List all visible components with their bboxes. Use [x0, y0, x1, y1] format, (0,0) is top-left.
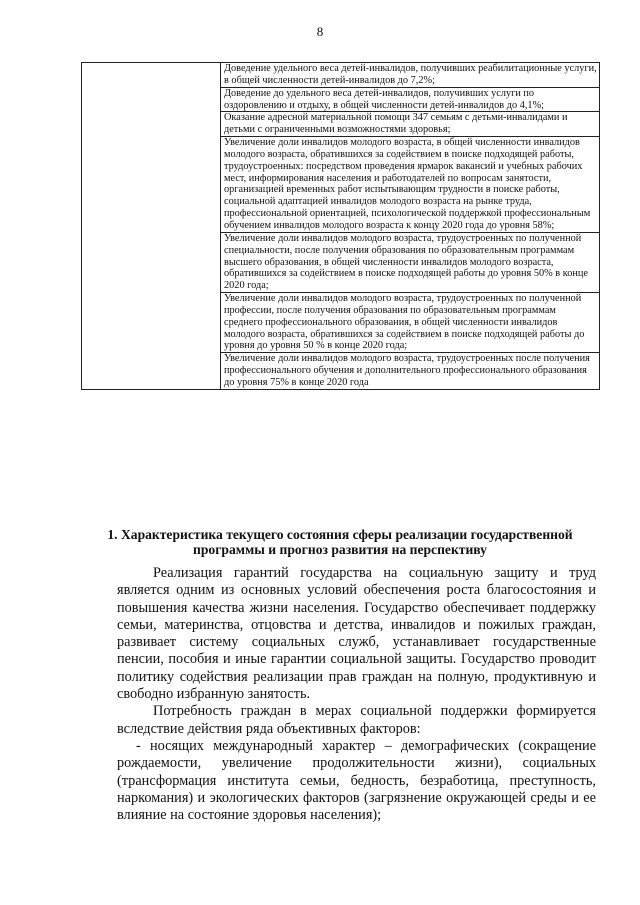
table-cell: Оказание адресной материальной помощи 347 семьям с детьми-инвалидами и детьми с ограниченными возможностями здоровья;	[221, 112, 600, 137]
table-row	[82, 63, 600, 88]
goals-table	[81, 62, 600, 390]
list-item: - носящих международный характер – демографических (сокращение рождаемости, увеличение продолжительности жизни), социальных (трансформация института семьи, бедность, безработица, преступность, наркомания) и экологических факторов (загрязнение окружающей среды и ее влияние на состояние здоровья населения);	[117, 737, 596, 824]
paragraph: Потребность граждан в мерах социальной поддержки формируется вследствие действия ряда объективных факторов:	[117, 703, 596, 737]
table-cell: Увеличение доли инвалидов молодого возраста, трудоустроенных по полученной специальности, после получения образования по образовательным программам высшего образования, в общей численности инвалидов молодого возраста, обратившихся за содействием в поиске подходящей работы до уровня 50% в конце 2020 года;	[221, 232, 600, 292]
table-left-cell	[82, 63, 221, 390]
table-cell: Увеличение доли инвалидов молодого возраста, трудоустроенных после получения профессионального обучения и дополнительного профессионального образования до уровня 75% в конце 2020 года	[221, 353, 600, 390]
table-cell: Доведение до удельного веса детей-инвалидов, получивших услуги по оздоровлению и отдыху, в общей численности детей-инвалидов до 4,1%;	[221, 87, 600, 112]
section-body	[117, 565, 596, 824]
section-heading: 1. Характеристика текущего состояния сферы реализации государственной программы и прогноз развития на перспективу	[107, 527, 573, 557]
paragraph: Реализация гарантий государства на социальную защиту и труд является одним из основных условий обеспечения роста благосостояния и повышения качества жизни населения. Государство обеспечивает поддержку семьи, материнства, отцовства и детства, инвалидов и пожилых граждан, развивает систему социальных служб, устанавливает государственные пенсии, пособия и иные гарантии социальной защиты. Государство проводит политику содействия реализации прав граждан на полную, продуктивную и свободно избранную занятость.	[117, 565, 596, 703]
table-cell: Доведение удельного веса детей-инвалидов, получивших реабилитационные услуги, в общей численности детей-инвалидов до 7,2%;	[221, 63, 600, 88]
page-number: 8	[316, 24, 324, 39]
table-cell: Увеличение доли инвалидов молодого возраста, в общей численности инвалидов молодого возраста, обратившихся за содействием в поиске подходящей работы, трудоустроенных: посредством проведения ярмарок вакансий и учебных рабочих мест, информирования населения и работодателей по вопросам занятости, организацией временных работ испытывающим трудности в поиске работы, социальной адаптацией инвалидов молодого возраста на рынке труда, профессиональной ориентацией, психологической поддержкой профессиональным обучением инвалидов молодого возраста к концу 2020 года до уровня 58%;	[221, 137, 600, 233]
table-cell: Увеличение доли инвалидов молодого возраста, трудоустроенных по полученной профессии, после получения образования по образовательным программам среднего профессионального образования, в общей численности инвалидов молодого возраста, обратившихся за содействием в поиске подходящей работы до уровня до уровня 50 % в конце 2020 года;	[221, 293, 600, 353]
